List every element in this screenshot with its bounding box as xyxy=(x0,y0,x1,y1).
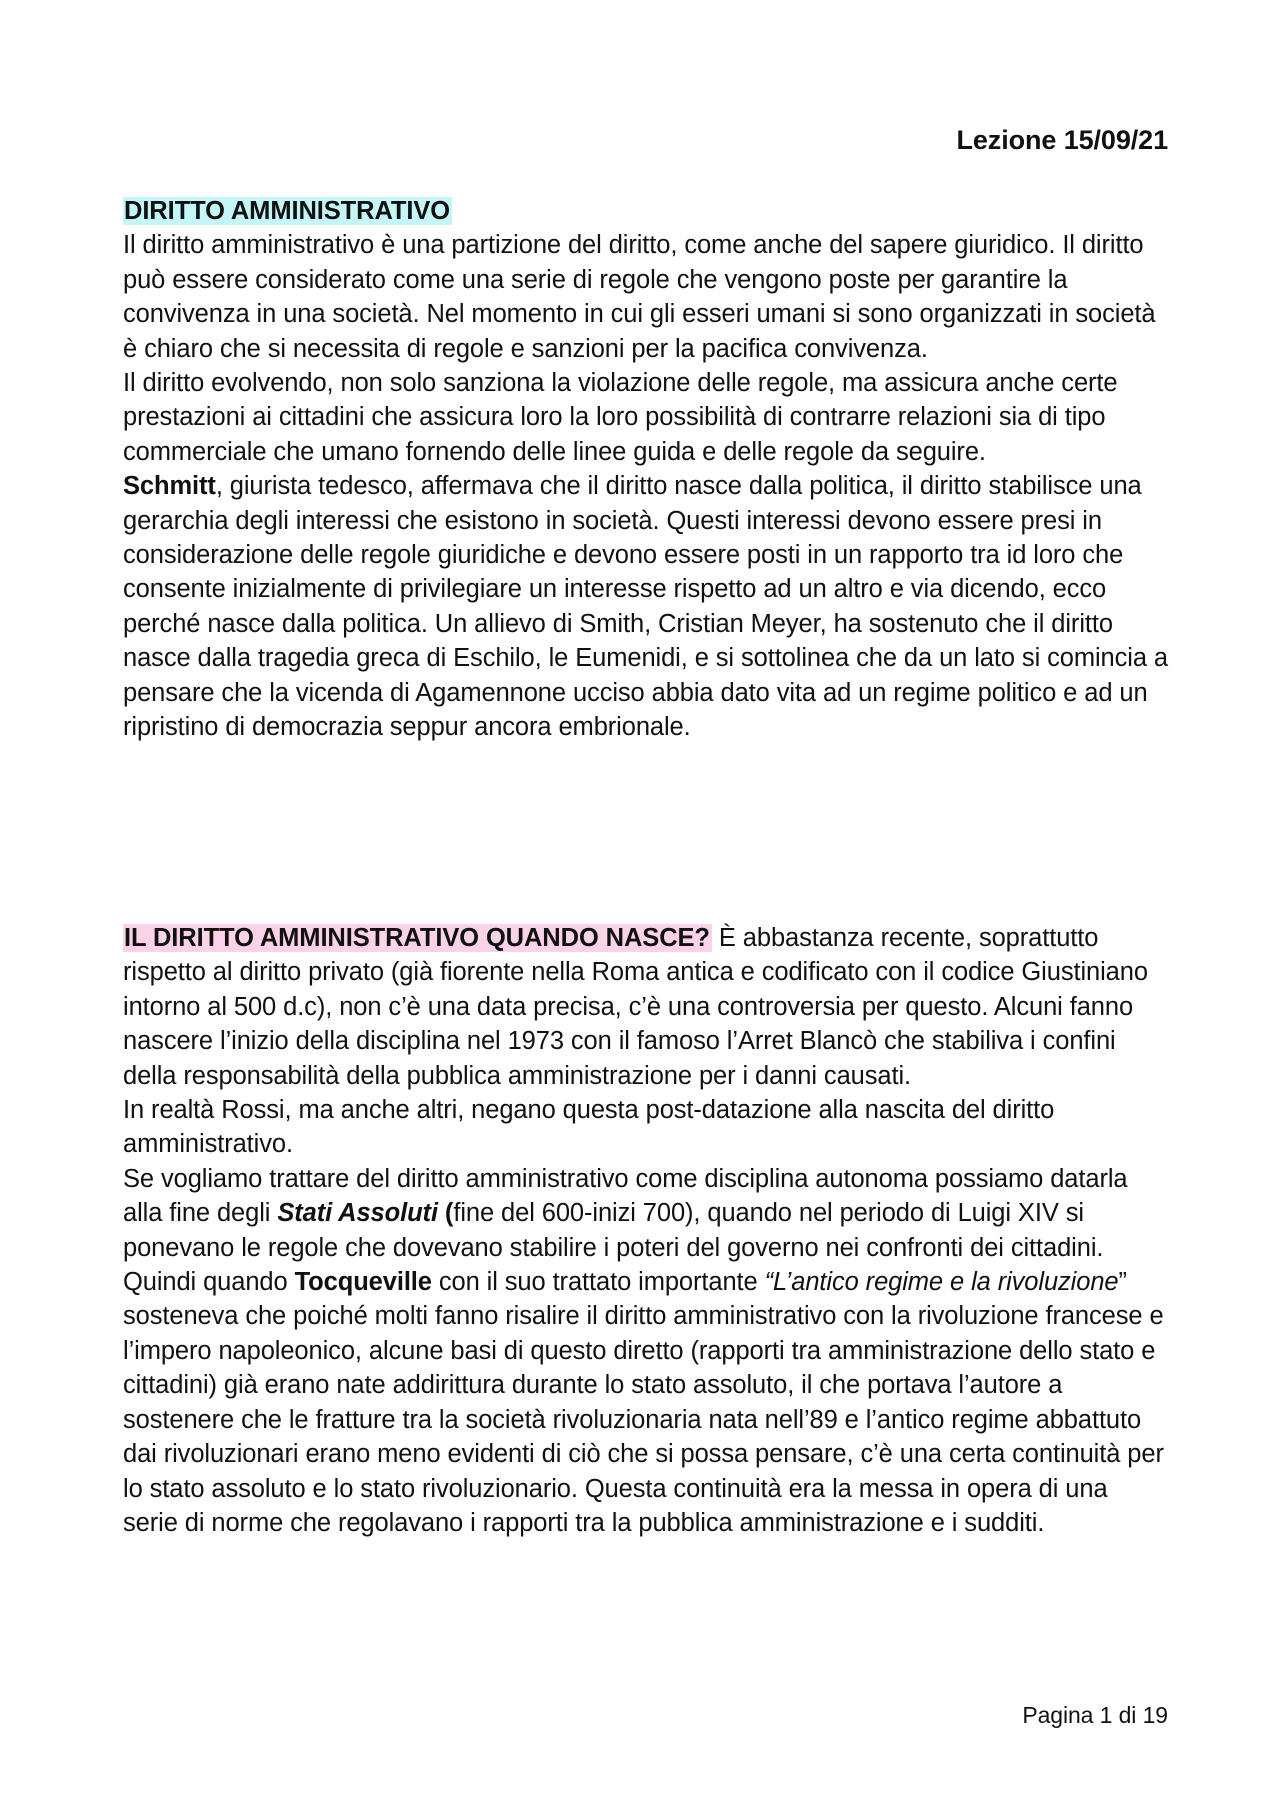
bold-paren: ( xyxy=(437,1199,454,1228)
paragraph: In realtà Rossi, ma anche altri, negano questa post-datazione alla nascita del diritto amministrativo. xyxy=(123,1096,1055,1159)
paragraph-text: ” sosteneva che poiché molti fanno risalire il diritto amministrativo con la rivoluzione francese e l’impero napoleonico, alcune basi di questo diretto (rapporti tra amministrazione dello stato e cittadini) già erano nate addirittura durante lo stato assoluto, il che portava l’autore a sostenere che le fratture tra la società rivoluzionaria nata nell’89 e l’antico regime abbattuto dai rivoluzionari erano meno evidenti di ciò che si possa pensare, c’è una certa continuità per lo stato assoluto e lo stato rivoluzionario. Questa continuità era la messa in opera di una serie di norme che regolavano i rapporti tra la pubblica amministrazione e i sudditi. xyxy=(123,1268,1164,1537)
section-heading: IL DIRITTO AMMINISTRATIVO QUANDO NASCE? xyxy=(124,924,710,952)
page-number: Pagina 1 di 19 xyxy=(1022,1702,1168,1728)
italic-book-title: “L’antico regime e la rivoluzione xyxy=(764,1268,1119,1297)
paragraph xyxy=(123,469,1168,744)
bold-name-schmitt: Schmitt xyxy=(123,472,216,501)
bold-name-tocqueville: Tocqueville xyxy=(294,1268,432,1297)
section-quando-nasce xyxy=(123,921,1168,1540)
paragraph xyxy=(123,921,1168,1093)
paragraph: Il diritto evolvendo, non solo sanziona la violazione delle regole, ma assicura anche certe prestazioni ai cittadini che assicura loro la loro possibilità di contrarre relazioni sia di tipo commerciale che umano fornendo delle linee guida e delle regole da seguire. xyxy=(123,369,1118,466)
lesson-date: Lezione 15/09/21 xyxy=(956,125,1168,155)
paragraph-text: fine del 600-inizi 700), quando nel periodo di Luigi XIV si ponevano le regole che dovevano stabilire i poteri del governo nei confronti dei cittadini. Quindi quando xyxy=(123,1199,1104,1297)
section-diritto-amministrativo xyxy=(123,194,1168,745)
paragraph: Il diritto amministrativo è una partizione del diritto, come anche del sapere giuridico. Il diritto può essere considerato come una serie di regole che vengono poste per garantire la convivenza in una società. Nel momento in cui gli esseri umani si sono organizzati in società è chiaro che si necessita di regole e sanzioni per la pacifica convivenza. xyxy=(123,231,1156,363)
paragraph-text: È abbastanza recente, soprattutto rispetto al diritto privato (già fiorente nella Roma antica e codificato con il codice Giustiniano intorno al 500 d.c), non c’è una data precisa, c’è una controversia per questo. Alcuni fanno nascere l’inizio della disciplina nel 1973 con il famoso l’Arret Blancò che stabiliva i confini della responsabilità della pubblica amministrazione per i danni causati. xyxy=(123,924,1148,1090)
document-page xyxy=(123,0,1168,1811)
paragraph-text: con il suo trattato importante xyxy=(431,1268,765,1297)
section-heading: DIRITTO AMMINISTRATIVO xyxy=(124,197,450,225)
paragraph-text: , giurista tedesco, affermava che il diritto nasce dalla politica, il diritto stabilisce una gerarchia degli interessi che esistono in società. Questi interessi devono essere presi in considerazione delle regole giuridiche e devono essere posti in un rapporto tra id loro che consente inizialmente di privilegiare un interesse rispetto ad un altro e via dicendo, ecco perché nasce dalla politica. Un allievo di Smith, Cristian Meyer, ha sostenuto che il diritto nasce dalla tragedia greca di Eschilo, le Eumenidi, e si sottolinea che da un lato si comincia a pensare che la vicenda di Agamennone ucciso abbia dato vita ad un regime politico e ad un ripristino di democrazia seppur ancora embrionale. xyxy=(123,472,1169,742)
paragraph xyxy=(123,1162,1168,1540)
paragraph-text: Se vogliamo trattare del diritto amministrativo come disciplina autonoma possiamo datarla alla fine degli xyxy=(123,1164,1128,1228)
section-heading-paragraph xyxy=(123,194,1168,228)
bold-italic-stati-assoluti: Stati Assoluti xyxy=(277,1199,438,1228)
